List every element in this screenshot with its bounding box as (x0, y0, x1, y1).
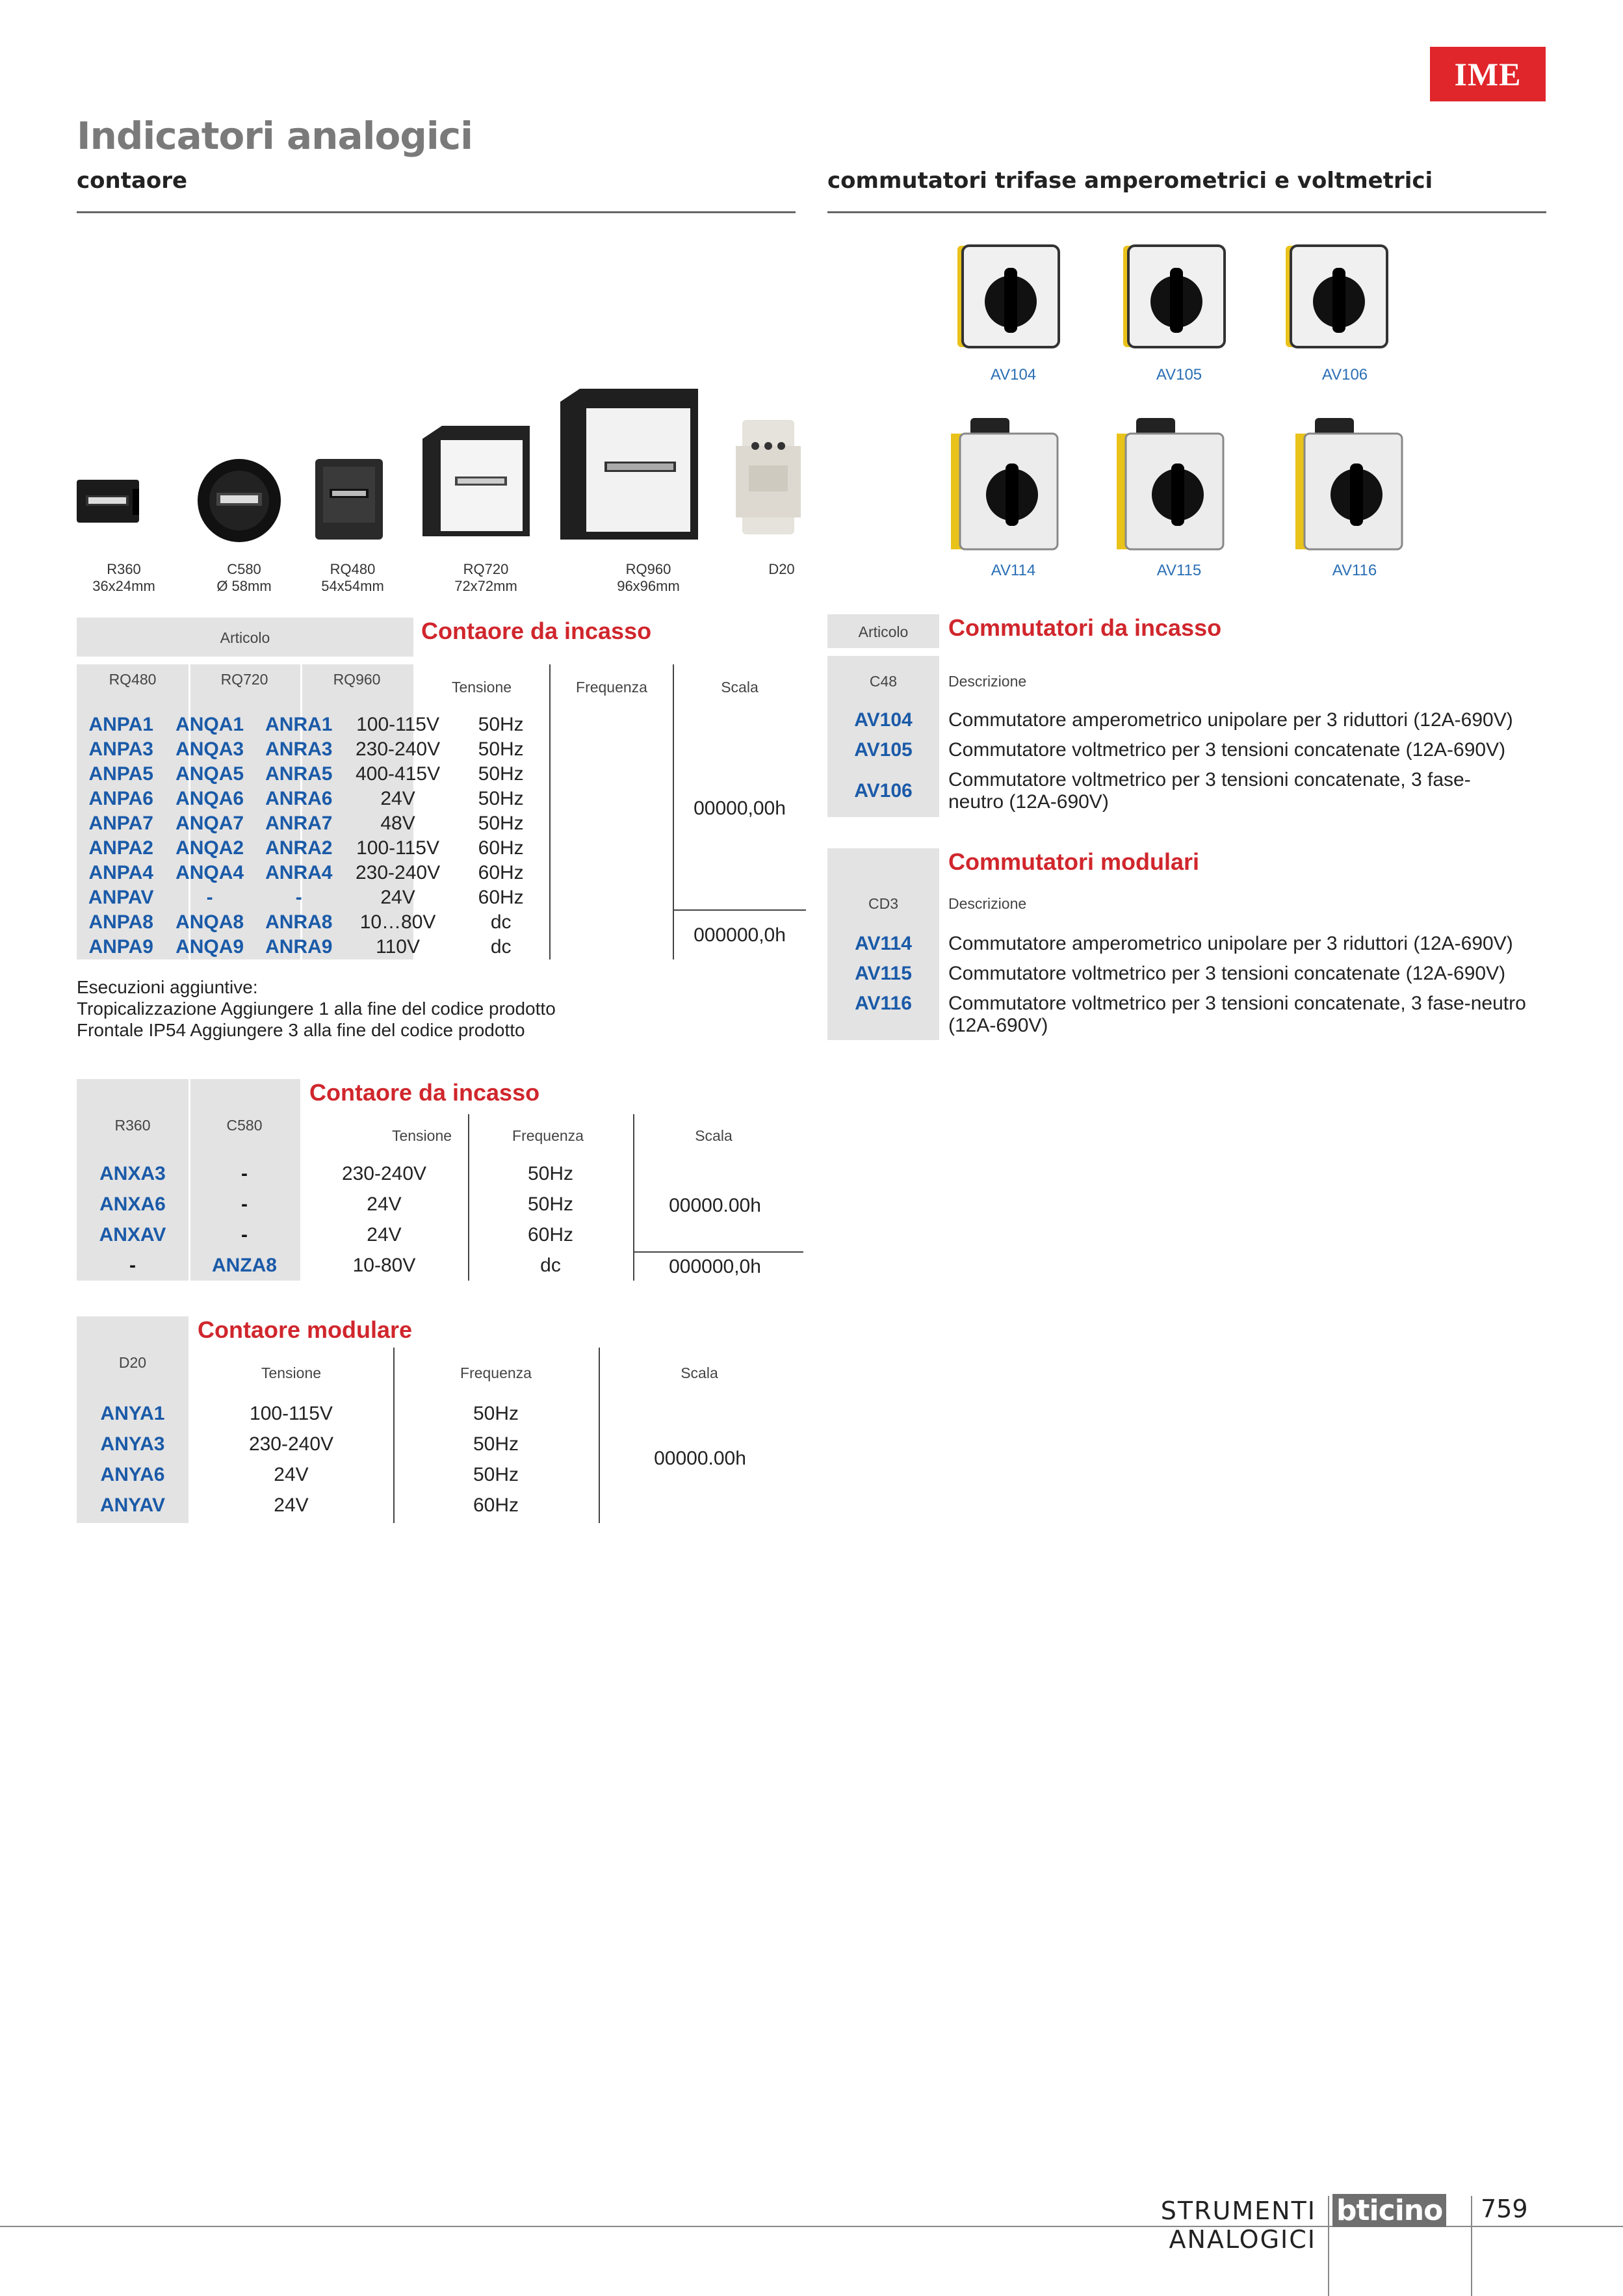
tensione-cell: 100-115V (250, 1402, 333, 1424)
table-row (77, 836, 550, 861)
frequenza-cell: 50Hz (478, 763, 524, 785)
frequenza-cell: 50Hz (478, 714, 524, 735)
table-row (77, 910, 550, 935)
code-cell: ANQA2 (175, 837, 244, 859)
code-cell: AV105 (854, 739, 913, 761)
frequenza-cell: 60Hz (527, 1223, 574, 1246)
table1-scala-1: 00000,00h (694, 798, 786, 819)
tensione-cell: 400-415V (356, 763, 441, 785)
notes-line: Frontale IP54 Aggiungere 3 alla fine del codice prodotto (77, 1020, 525, 1040)
code-cell: ANPA5 (88, 763, 153, 785)
table2-col-tensione: Tensione (391, 1127, 452, 1144)
right-section-heading: commutatori trifase amperometrici e voltmetrici (827, 168, 1433, 194)
description-cell: Commutatore amperometrico unipolare per 3 riduttori (12A-690V) (948, 933, 1513, 954)
code-cell: ANRA4 (265, 862, 333, 883)
table-contaore-incasso-rq (77, 618, 806, 959)
code-cell: ANQA5 (175, 763, 244, 785)
table-row (77, 1429, 598, 1459)
code-cell: - (241, 1193, 248, 1215)
code-cell: ANRA6 (265, 788, 333, 809)
product-image-av114 (944, 418, 1068, 554)
tensione-cell: 24V (367, 1193, 402, 1215)
product-image-rq960 (560, 389, 703, 545)
notes-title: Esecuzioni aggiuntive: (77, 977, 258, 997)
bticino-logo-text: bticino (1332, 2194, 1446, 2227)
description-cell: Commutatore voltmetrico per 3 tensioni concatenate, 3 fase-neutro (12A-690V) (948, 993, 1526, 1036)
tensione-cell: 230-240V (356, 862, 441, 883)
table1-scala-split (673, 909, 806, 911)
frequenza-cell: 50Hz (478, 788, 524, 809)
table1-body (77, 712, 550, 959)
frequenza-cell: 50Hz (478, 813, 524, 834)
table4-articolo: Articolo (858, 623, 909, 640)
tensione-cell: 100-115V (356, 714, 439, 735)
table2-col-c580: C580 (226, 1117, 263, 1134)
code-cell: ANPA8 (88, 911, 153, 933)
code-cell: ANQA1 (175, 714, 244, 735)
table-row (77, 935, 550, 959)
tensione-cell: 24V (274, 1494, 309, 1516)
code-cell: ANYA6 (100, 1463, 165, 1485)
footer-divider (1471, 2196, 1472, 2296)
code-cell: ANPA2 (88, 837, 153, 859)
table2-col-frequenza: Frequenza (512, 1127, 584, 1144)
table-contaore-modulare (77, 1316, 746, 1523)
table4-title: Commutatori da incasso (948, 614, 1222, 641)
frequenza-cell: 60Hz (478, 837, 524, 859)
caption-rq960: RQ960 96x96mm (617, 561, 680, 594)
left-section-heading: contaore (77, 168, 188, 194)
code-cell: ANRA7 (265, 813, 333, 834)
caption-av106: AV106 (1321, 366, 1368, 384)
table-row (77, 1189, 634, 1220)
tensione-cell: 230-240V (356, 738, 441, 760)
table4-col-c48: C48 (869, 673, 898, 690)
page-title: Indicatori analogici (77, 114, 473, 158)
frequenza-cell: dc (540, 1254, 561, 1276)
code-cell: - (295, 887, 302, 908)
tensione-cell: 230-240V (248, 1433, 334, 1455)
table4-body (827, 705, 1555, 817)
caption-av115: AV115 (1156, 562, 1202, 579)
table2-body (77, 1158, 634, 1281)
table-row (77, 1158, 634, 1189)
table1-header-gap (77, 657, 413, 664)
table3-col-d20: D20 (118, 1354, 147, 1371)
table-row (77, 811, 550, 836)
table-commutatori-modulari (827, 848, 1555, 1040)
tensione-cell: 48V (380, 813, 415, 834)
frequenza-cell: 50Hz (473, 1463, 519, 1485)
caption-rq480: RQ480 54x54mm (321, 561, 384, 594)
tensione-cell: 24V (274, 1463, 309, 1485)
frequenza-cell: 50Hz (473, 1433, 519, 1455)
code-cell: ANRA1 (265, 714, 333, 735)
table5-col-descrizione: Descrizione (948, 895, 1027, 912)
table-row (77, 1398, 598, 1429)
frequenza-cell: 50Hz (478, 738, 524, 760)
table-row (77, 737, 550, 762)
tensione-cell: 10…80V (359, 911, 436, 933)
caption-c580: C580 Ø 58mm (216, 561, 272, 594)
table1-col-rq480: RQ480 (109, 671, 157, 688)
tensione-cell: 24V (380, 887, 415, 908)
code-cell: ANPA3 (88, 738, 153, 760)
code-cell: ANPA6 (88, 788, 153, 809)
tensione-cell: 230-240V (341, 1162, 427, 1184)
code-cell: AV104 (854, 709, 913, 731)
table-row (77, 1250, 634, 1281)
frequenza-cell: 50Hz (527, 1162, 574, 1184)
table1-articolo: Articolo (220, 629, 270, 646)
code-cell: ANQA3 (175, 738, 244, 760)
table3-scala: 00000.00h (654, 1448, 746, 1469)
description-cell: Commutatore voltmetrico per 3 tensioni concatenate, 3 fase-neutro (12A-690V) (948, 769, 1471, 813)
product-image-av106 (1279, 242, 1390, 352)
table1-col-tensione: Tensione (451, 679, 512, 696)
table-row (827, 959, 1555, 989)
table-row (77, 787, 550, 811)
description-cell: Commutatore voltmetrico per 3 tensioni concatenate (12A-690V) (948, 963, 1506, 984)
table4-col-descrizione: Descrizione (948, 673, 1027, 690)
table2-title: Contaore da incasso (309, 1079, 540, 1106)
notes-line: Tropicalizzazione Aggiungere 1 alla fine del codice prodotto (77, 998, 556, 1019)
code-cell: - (241, 1223, 248, 1246)
code-cell: ANYA1 (100, 1402, 165, 1424)
code-cell: AV114 (855, 933, 912, 954)
tensione-cell: 100-115V (356, 837, 439, 859)
table3-col-scala: Scala (681, 1364, 718, 1381)
description-cell: Commutatore amperometrico unipolare per 3 riduttori (12A-690V) (948, 709, 1513, 731)
code-cell: ANPAV (88, 887, 154, 908)
code-cell: - (206, 887, 213, 908)
code-cell: ANRA8 (265, 911, 333, 933)
code-cell: ANPA9 (88, 936, 153, 958)
product-image-r360 (77, 480, 142, 525)
table3-col-frequenza: Frequenza (460, 1364, 532, 1381)
table1-title: Contaore da incasso (421, 618, 652, 644)
caption-av105: AV105 (1156, 366, 1202, 384)
caption-r360: R360 36x24mm (92, 561, 155, 594)
code-cell: ANQA4 (175, 862, 244, 883)
table1-scala-2: 000000,0h (694, 924, 786, 946)
table3-body (77, 1398, 598, 1520)
table2-scala-2: 000000,0h (669, 1256, 761, 1277)
table-row (827, 735, 1555, 765)
product-image-c580 (190, 455, 281, 546)
product-image-av104 (951, 242, 1061, 352)
table3-title: Contaore modulare (198, 1316, 413, 1343)
product-image-av116 (1289, 418, 1412, 554)
table-commutatori-incasso (827, 614, 1555, 817)
table5-col-cd3: CD3 (868, 895, 898, 912)
caption-av116: AV116 (1332, 562, 1377, 579)
code-cell: ANXAV (99, 1223, 166, 1246)
table3-vline (599, 1348, 600, 1523)
notes (77, 976, 556, 1041)
code-cell: ANPA7 (88, 813, 153, 834)
caption-d20: D20 (768, 561, 795, 577)
table-row (77, 762, 550, 787)
tensione-cell: 24V (367, 1223, 402, 1246)
caption-av104: AV104 (990, 366, 1037, 384)
frequenza-cell: 60Hz (478, 887, 524, 908)
frequenza-cell: 60Hz (473, 1494, 519, 1516)
frequenza-cell: 50Hz (527, 1193, 574, 1215)
table5-body (827, 929, 1555, 1045)
table1-col-rq960: RQ960 (333, 671, 381, 688)
product-image-d20 (736, 420, 801, 537)
frequenza-cell: 50Hz (473, 1402, 519, 1424)
code-cell: AV116 (855, 993, 912, 1014)
frequenza-cell: dc (490, 911, 512, 933)
table5-title: Commutatori modulari (948, 848, 1200, 875)
table2-scala-split (633, 1251, 803, 1253)
table-row (77, 1459, 598, 1490)
table-row (77, 885, 550, 910)
frequenza-cell: 60Hz (478, 862, 524, 883)
code-cell: ANPA4 (88, 862, 153, 883)
code-cell: ANQA9 (175, 936, 244, 958)
table2-col-r360: R360 (114, 1117, 151, 1134)
code-cell: ANRA5 (265, 763, 333, 785)
description-cell: Commutatore voltmetrico per 3 tensioni concatenate (12A-690V) (948, 739, 1506, 761)
footer-divider (1328, 2196, 1329, 2296)
code-cell: - (241, 1162, 248, 1184)
caption-rq720: RQ720 72x72mm (454, 561, 517, 594)
tensione-cell: 24V (380, 788, 415, 809)
code-cell: ANXA3 (99, 1162, 166, 1184)
product-image-av105 (1117, 242, 1227, 352)
table2-scala-1: 00000.00h (669, 1195, 761, 1216)
tensione-cell: 10-80V (352, 1254, 416, 1276)
code-cell: AV106 (854, 780, 913, 802)
product-image-rq720 (422, 426, 533, 543)
product-image-rq480 (315, 459, 387, 543)
table-contaore-incasso-r360 (77, 1079, 805, 1281)
table3-col-tensione: Tensione (261, 1364, 322, 1381)
page-number: 759 (1481, 2195, 1528, 2223)
code-cell: ANQA6 (175, 788, 244, 809)
code-cell: ANXA6 (99, 1193, 166, 1215)
ime-logo: IME (1430, 47, 1546, 101)
code-cell: ANQA7 (175, 813, 244, 834)
table-row (827, 989, 1555, 1045)
table-row (77, 712, 550, 737)
table-row (827, 929, 1555, 959)
left-section-rule (77, 211, 796, 213)
code-cell: - (129, 1254, 136, 1276)
code-cell: ANRA3 (265, 738, 333, 760)
bticino-logo (1332, 2193, 1466, 2227)
code-cell: ANRA2 (265, 837, 333, 859)
table-row (77, 1490, 598, 1520)
table1-col-rq720: RQ720 (220, 671, 268, 688)
code-cell: ANYAV (99, 1494, 166, 1516)
code-cell: AV115 (855, 963, 912, 984)
table1-col-frequenza: Frequenza (576, 679, 647, 696)
code-cell: ANRA9 (265, 936, 333, 958)
table-row (827, 765, 1555, 817)
tensione-cell: 110V (376, 936, 420, 958)
code-cell: ANZA8 (211, 1254, 277, 1276)
code-cell: ANQA8 (175, 911, 244, 933)
table-row (77, 1220, 634, 1250)
code-cell: ANPA1 (88, 714, 153, 735)
table-row (827, 705, 1555, 735)
code-cell: ANYA3 (100, 1433, 165, 1455)
table2-col-scala: Scala (695, 1127, 733, 1144)
footer-section-title: STRUMENTI ANALOGICI (1160, 2197, 1316, 2254)
frequenza-cell: dc (490, 936, 512, 958)
right-section-rule (827, 211, 1546, 213)
table1-col-scala: Scala (721, 679, 759, 696)
table4-header-gap (827, 648, 939, 656)
caption-av114: AV114 (991, 562, 1036, 579)
product-image-av115 (1110, 418, 1234, 554)
table-row (77, 861, 550, 885)
